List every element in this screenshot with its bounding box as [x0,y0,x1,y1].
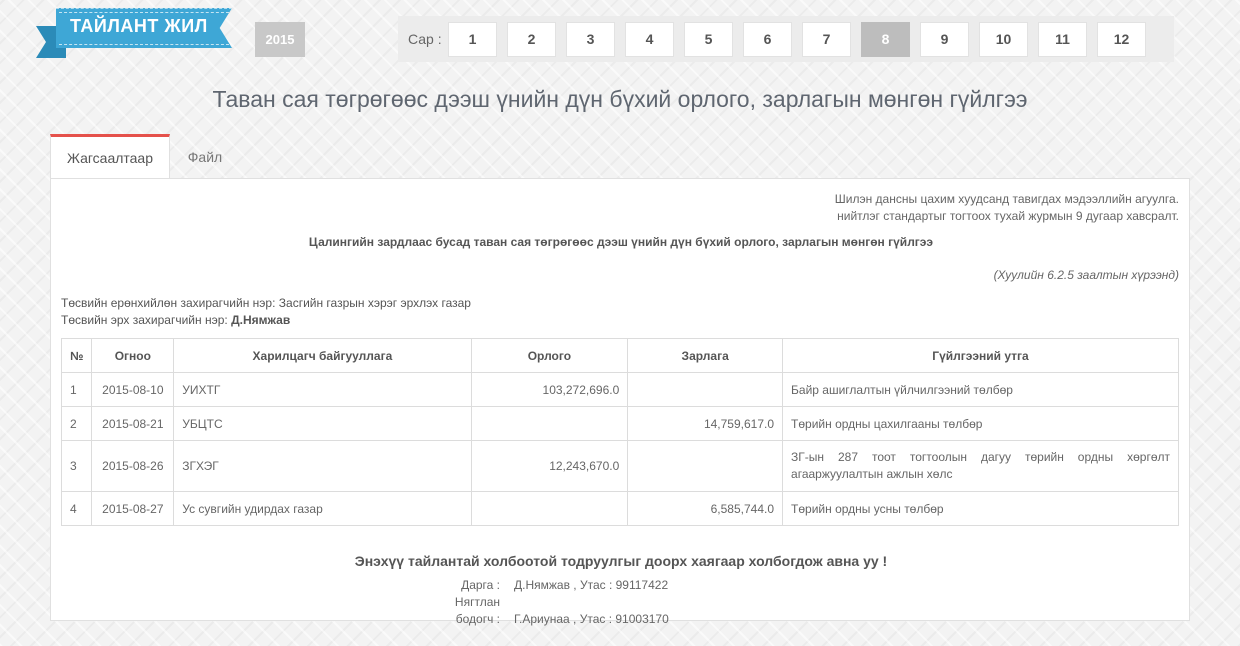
col-header-date: Огноо [92,339,174,373]
cell-date: 2015-08-26 [92,441,174,492]
table-header-row [62,339,1179,373]
regulation-note-line1: Шилэн дансны цахим хуудсанд тавигдах мэдээллийн агуулга. [834,192,1179,206]
cell-partner: Ус сувгийн удирдах газар [174,492,471,526]
report-subheading: Цалингийн зардлаас бусад таван сая төгрөгөөс дээш үнийн дүн бүхий орлого, зарлагын мөнгөн гүйлгээ [308,235,934,249]
month-button-11[interactable]: 11 [1038,22,1087,57]
cell-date: 2015-08-10 [92,373,174,407]
cell-description: Байр ашиглалтын үйлчилгээний төлбөр [783,373,1179,407]
month-selector [398,16,1174,62]
month-button-4[interactable]: 4 [625,22,674,57]
cell-date: 2015-08-21 [92,407,174,441]
page-title: Таван сая төгрөгөөс дээш үнийн дүн бүхий орлого, зарлагын мөнгөн гүйлгээ [212,86,1028,112]
month-button-1[interactable]: 1 [448,22,497,57]
table-row [62,492,1179,526]
year-selector[interactable]: 2015 [255,22,305,57]
cell-partner: УИХТГ [174,373,471,407]
regulation-note-line2: нийтлэг стандартыг тогтоох тухай журмын 9 дугаар хавсралт. [837,209,1179,223]
month-button-9[interactable]: 9 [920,22,969,57]
brand-ribbon [36,6,232,58]
contact-head-value: Д.Нямжав , Утас : 99117422 [514,578,669,592]
table-row [62,441,1179,492]
month-button-12[interactable]: 12 [1097,22,1146,57]
cell-description: Төрийн ордны усны төлбөр [783,492,1179,526]
month-button-8[interactable]: 8 [861,22,910,57]
cell-income [471,492,628,526]
cell-partner: ЗГХЭГ [174,441,471,492]
transactions-table [61,338,1179,526]
contact-accountant [416,594,669,628]
content-panel [50,178,1190,626]
tab-file[interactable]: Файл [187,148,223,165]
cell-description: Төрийн ордны цахилгааны төлбөр [783,407,1179,441]
cell-income: 12,243,670.0 [471,441,628,492]
month-button-2[interactable]: 2 [507,22,556,57]
table-row [62,373,1179,407]
col-header-expense: Зарлага [628,339,783,373]
contact-head-label: Дарга : [461,578,500,592]
month-button-7[interactable]: 7 [802,22,851,57]
cell-expense [628,441,783,492]
cell-expense: 14,759,617.0 [628,407,783,441]
month-button-6[interactable]: 6 [743,22,792,57]
cell-expense [628,373,783,407]
col-header-partner: Харилцагч байгууллага [174,339,471,373]
contact-title: Энэхүү тайлантай холбоотой тодруулгыг доорх хаягаар холбогдож авна уу ! [354,553,888,569]
col-header-income: Орлого [471,339,628,373]
table-row [62,407,1179,441]
contact-head [416,577,668,594]
contact-accountant-label: Нягтлан бодогч : [454,595,500,626]
manager-label: Төсвийн эрх захирагчийн нэр: [61,313,228,327]
cell-partner: УБЦТС [174,407,471,441]
cell-expense: 6,585,744.0 [628,492,783,526]
top-bar [0,0,1240,70]
month-button-5[interactable]: 5 [684,22,733,57]
month-button-10[interactable]: 10 [979,22,1028,57]
general-manager-value: Засгийн газрын хэрэг эрхлэх газар [278,296,471,310]
cell-no: 4 [62,492,92,526]
cell-description: ЗГ-ын 287 тоот тогтоолын дагуу төрийн ордны хөргөлт агааржуулалтын ажлын хөлс [783,441,1179,492]
col-header-no: № [62,339,92,373]
tab-list[interactable]: Жагсаалтаар [50,134,170,179]
general-manager-label: Төсвийн ерөнхийлөн захирагчийн нэр: [61,296,276,310]
col-header-description: Гүйлгээний утга [783,339,1179,373]
cell-no: 2 [62,407,92,441]
regulation-note [835,191,1179,225]
tab-bar [50,134,240,179]
cell-no: 3 [62,441,92,492]
manager-value: Д.Нямжав [231,313,291,327]
cell-no: 1 [62,373,92,407]
cell-income: 103,272,696.0 [471,373,628,407]
month-label: Сар : [408,31,442,47]
manager-info [61,295,471,329]
contact-accountant-value: Г.Ариунаа , Утас : 91003170 [514,612,669,626]
month-button-3[interactable]: 3 [566,22,615,57]
brand-title: ТАЙЛАНТ ЖИЛ [70,16,208,36]
law-reference: (Хуулийн 6.2.5 заалтын хүрээнд) [993,268,1179,282]
cell-income [471,407,628,441]
cell-date: 2015-08-27 [92,492,174,526]
